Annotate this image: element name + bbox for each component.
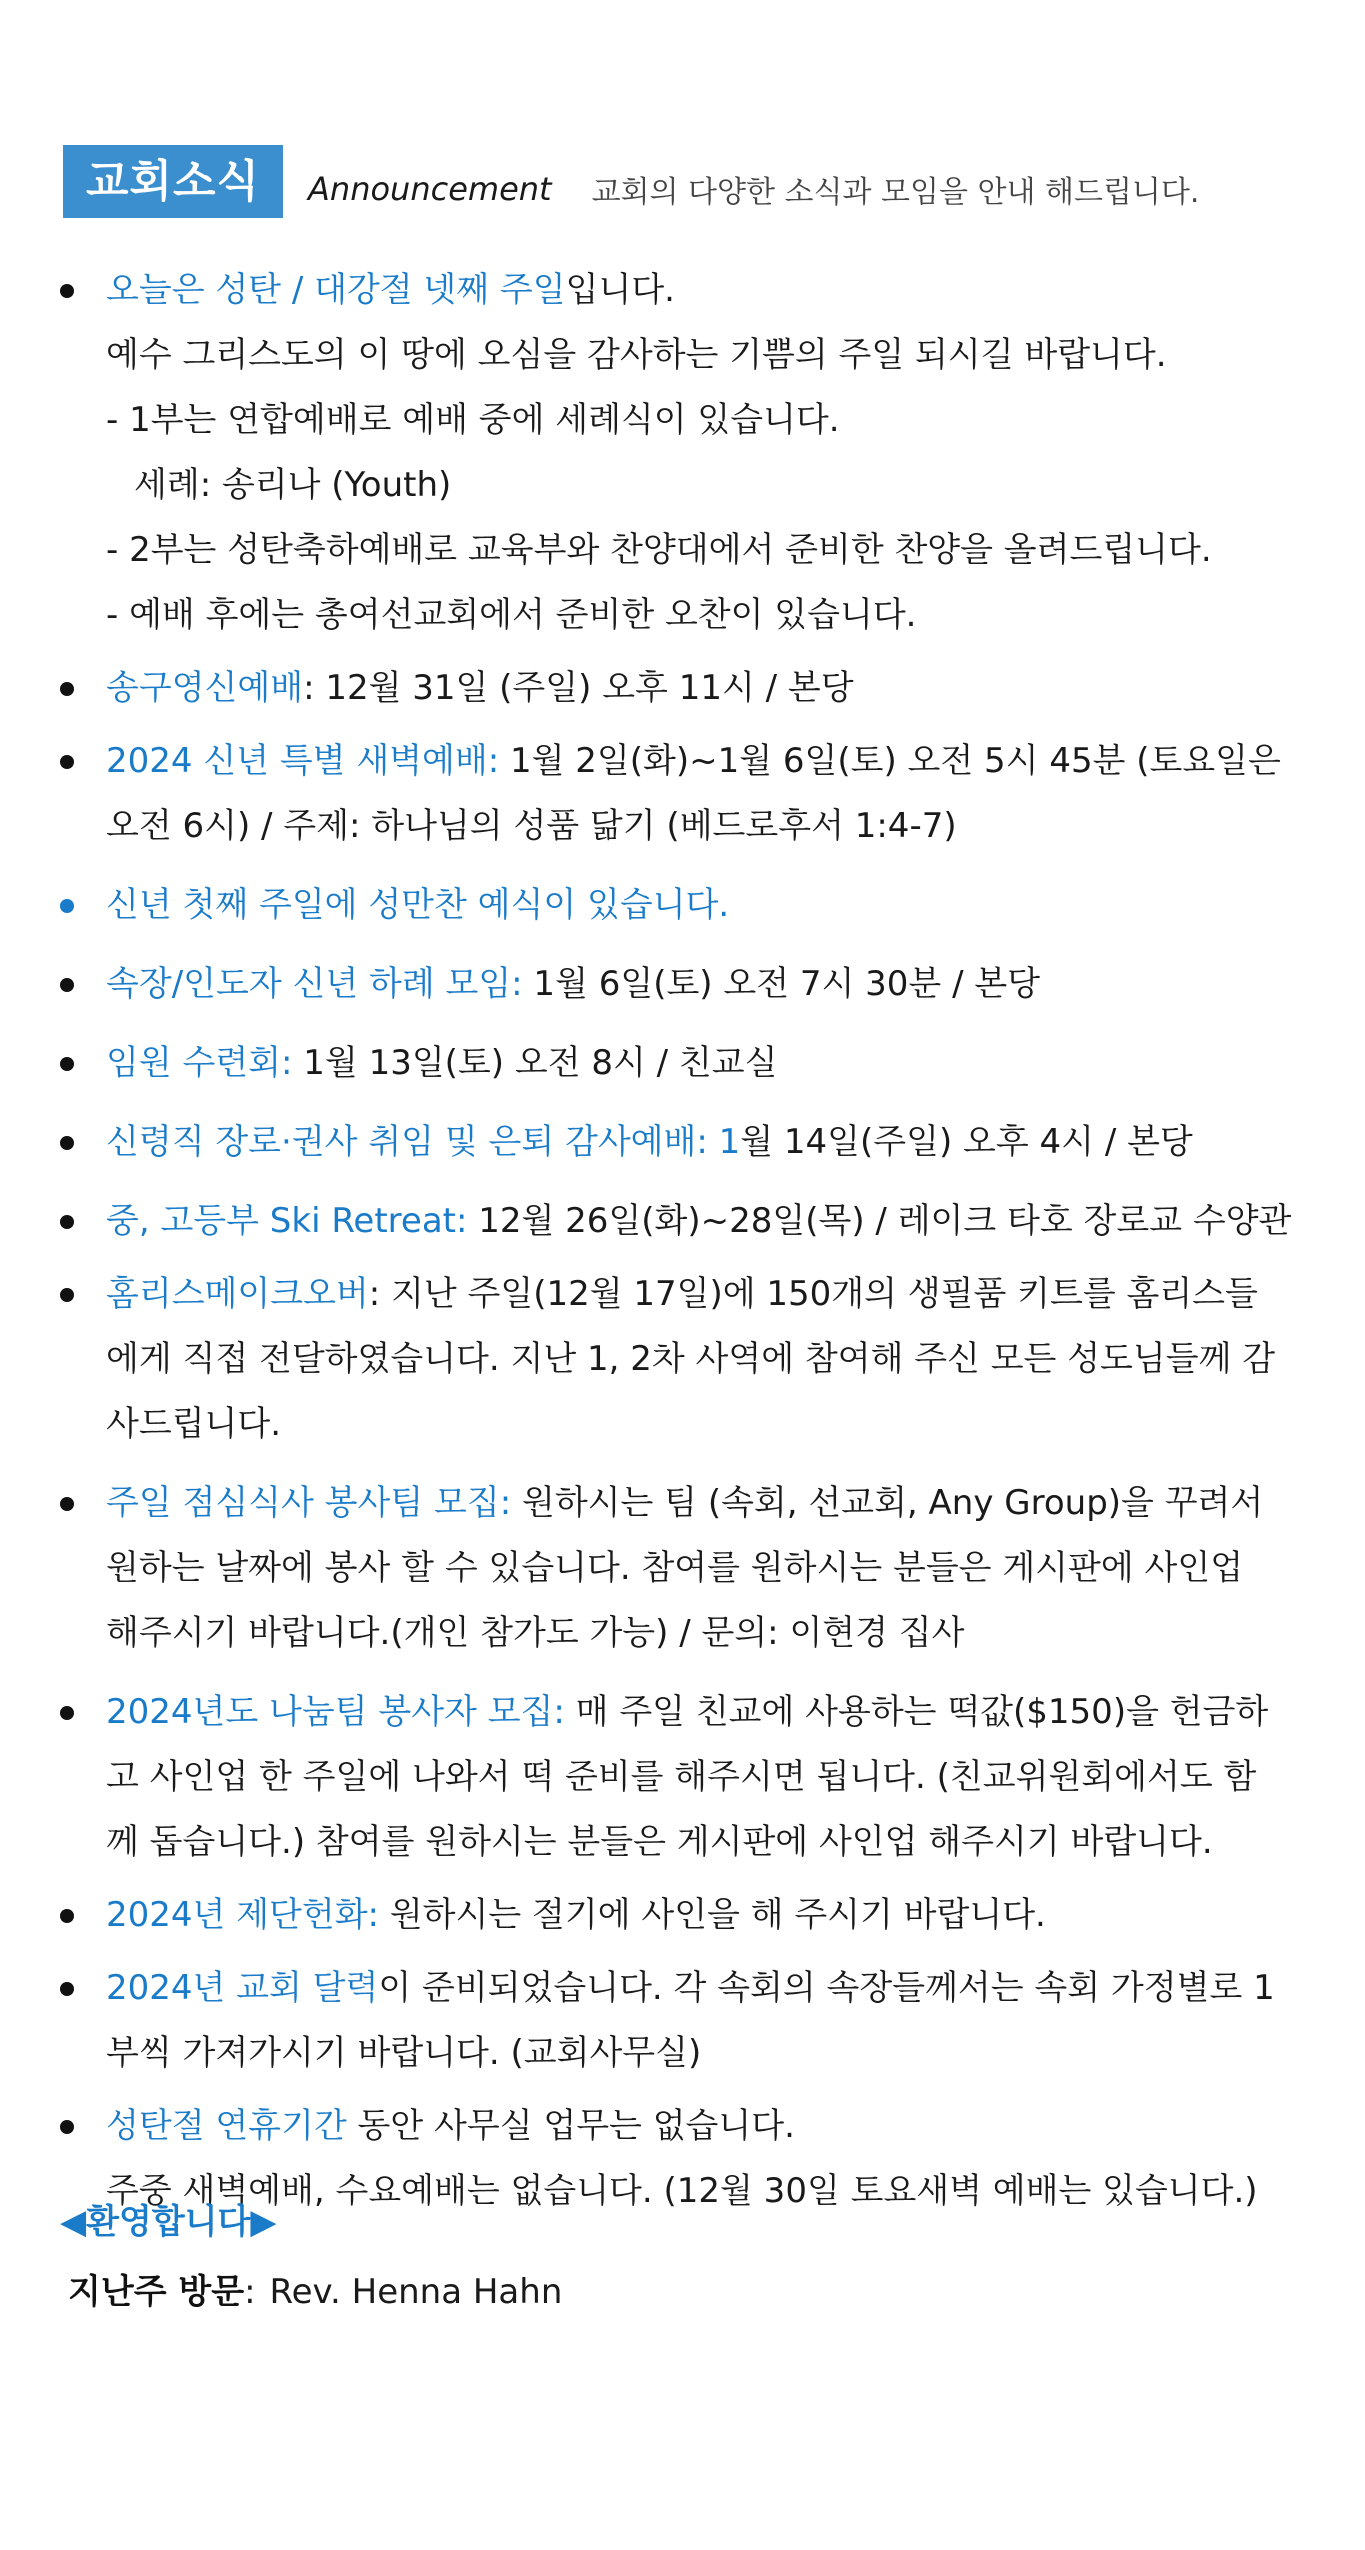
visitor-name: Rev. Henna Hahn	[269, 2272, 563, 2312]
visitor-label: 지난주 방문	[68, 2272, 245, 2312]
section-subtitle-korean: 교회의 다양한 소식과 모임을 안내 해드립니다.	[591, 174, 1200, 210]
item-line: 고 사인업 한 주일에 나와서 떡 준비를 해주시면 됩니다. (친교위원회에서도 함	[106, 1757, 1257, 1797]
item-heading: 신년 첫째 주일에 성만찬 예식이 있습니다.	[106, 885, 730, 925]
item-line: 사드립니다.	[106, 1404, 282, 1444]
bullet-dot-icon	[60, 1706, 74, 1720]
bullet-dot-icon	[60, 682, 74, 696]
item-text: 매 주일 친교에 사용하는 떡값($150)을 헌금하	[564, 1692, 1269, 1732]
announcement-list	[56, 258, 1321, 2224]
item-text: 원하시는 팀 (속회, 선교회, Any Group)을 꾸려서	[511, 1483, 1264, 1523]
item-text: 월 14일(주일) 오후 4시 / 본당	[740, 1122, 1193, 1162]
item-text: 1월 2일(화)~1월 6일(토) 오전 5시 45분 (토요일은	[499, 741, 1281, 781]
item-text: 이 준비되었습니다. 각 속회의 속장들께서는 속회 가정별로 1	[378, 1968, 1275, 2008]
list-item	[56, 952, 1321, 1017]
item-line: 예수 그리스도의 이 땅에 오심을 감사하는 기쁨의 주일 되시길 바랍니다.	[106, 335, 1167, 375]
list-item	[56, 656, 1321, 721]
list-item	[56, 1189, 1321, 1254]
list-item	[56, 1031, 1321, 1096]
item-line: 세례: 송리나 (Youth)	[134, 465, 452, 505]
item-heading: 송구영신예배	[106, 668, 304, 708]
item-text: 입니다.	[565, 270, 675, 310]
section-subtitle-english: Announcement	[308, 169, 552, 208]
list-item	[56, 1956, 1321, 2086]
bullet-dot-icon	[60, 2120, 74, 2134]
item-text: 1월 13일(토) 오전 8시 / 친교실	[292, 1043, 778, 1083]
bullet-dot-icon	[60, 978, 74, 992]
bullet-dot-icon	[60, 284, 74, 298]
list-item	[56, 1883, 1321, 1948]
section-title: 교회소식	[63, 145, 283, 218]
list-item	[56, 729, 1321, 859]
item-line: 부씩 가져가시기 바랍니다. (교회사무실)	[106, 2033, 702, 2073]
item-line: 원하는 날짜에 봉사 할 수 있습니다. 참여를 원하시는 분들은 게시판에 사인업	[106, 1548, 1244, 1588]
item-text: : 지난 주일(12월 17일)에 150개의 생필품 키트를 홈리스들	[368, 1274, 1258, 1314]
item-line: - 1부는 연합예배로 예배 중에 세례식이 있습니다.	[106, 400, 840, 440]
item-heading: 2024년 교회 달력	[106, 1968, 379, 2008]
item-heading: 2024 신년 특별 새벽예배:	[106, 741, 500, 781]
list-item	[56, 1471, 1321, 1666]
visitor-colon: :	[244, 2272, 256, 2312]
item-heading: 2024년도 나눔팀 봉사자 모집:	[106, 1692, 565, 1732]
item-heading: 2024년 제단헌화:	[106, 1895, 380, 1935]
bullet-dot-icon	[60, 1215, 74, 1229]
item-line: - 2부는 성탄축하예배로 교육부와 찬양대에서 준비한 찬양을 올려드립니다.	[106, 530, 1212, 570]
bullet-dot-icon	[60, 1982, 74, 1996]
bullet-dot-icon	[60, 755, 74, 769]
item-heading: 홈리스메이크오버	[106, 1274, 369, 1314]
visitor-line	[68, 2262, 562, 2322]
bullet-dot-icon	[60, 899, 74, 913]
list-item	[56, 873, 1321, 938]
list-item	[56, 258, 1321, 648]
item-text: : 12월 31일 (주일) 오후 11시 / 본당	[303, 668, 854, 708]
bullet-dot-icon	[60, 1909, 74, 1923]
item-heading: 주일 점심식사 봉사팀 모집:	[106, 1483, 512, 1523]
item-line: 오전 6시) / 주제: 하나님의 성품 닮기 (베드로후서 1:4-7)	[106, 806, 957, 846]
item-heading: 성탄절 연휴기간	[106, 2106, 347, 2146]
item-text: 원하시는 절기에 사인을 해 주시기 바랍니다.	[379, 1895, 1046, 1935]
item-line: 께 돕습니다.) 참여를 원하시는 분들은 게시판에 사인업 해주시기 바랍니다.	[106, 1822, 1213, 1862]
item-heading: 신령직 장로·권사 취임 및 은퇴 감사예배: 1	[106, 1122, 741, 1162]
item-heading: 임원 수련회:	[106, 1043, 293, 1083]
list-item	[56, 1110, 1321, 1175]
welcome-heading: ◀환영합니다▶	[60, 2202, 277, 2242]
item-line: 에게 직접 전달하였습니다. 지난 1, 2차 사역에 참여해 주신 모든 성도님들께 감	[106, 1339, 1276, 1379]
item-line: 해주시기 바랍니다.(개인 참가도 가능) / 문의: 이현경 집사	[106, 1613, 965, 1653]
list-item	[56, 1262, 1321, 1457]
item-text: 1월 6일(토) 오전 7시 30분 / 본당	[522, 964, 1041, 1004]
bullet-dot-icon	[60, 1288, 74, 1302]
item-heading: 오늘은 성탄 / 대강절 넷째 주일	[106, 270, 566, 310]
item-line: 주중 새벽예배, 수요예배는 없습니다. (12월 30일 토요새벽 예배는 있습니다.)	[106, 2171, 1258, 2211]
item-text: 12월 26일(화)~28일(목) / 레이크 타호 장로교 수양관	[467, 1201, 1292, 1241]
bullet-dot-icon	[60, 1497, 74, 1511]
item-heading: 속장/인도자 신년 하례 모임:	[106, 964, 523, 1004]
item-text: 동안 사무실 업무는 없습니다.	[346, 2106, 795, 2146]
bullet-dot-icon	[60, 1136, 74, 1150]
bullet-dot-icon	[60, 1057, 74, 1071]
list-item	[56, 1680, 1321, 1875]
item-line: - 예배 후에는 총여선교회에서 준비한 오찬이 있습니다.	[106, 595, 917, 635]
item-heading: 중, 고등부 Ski Retreat:	[106, 1201, 468, 1241]
announcement-header	[63, 145, 1199, 218]
